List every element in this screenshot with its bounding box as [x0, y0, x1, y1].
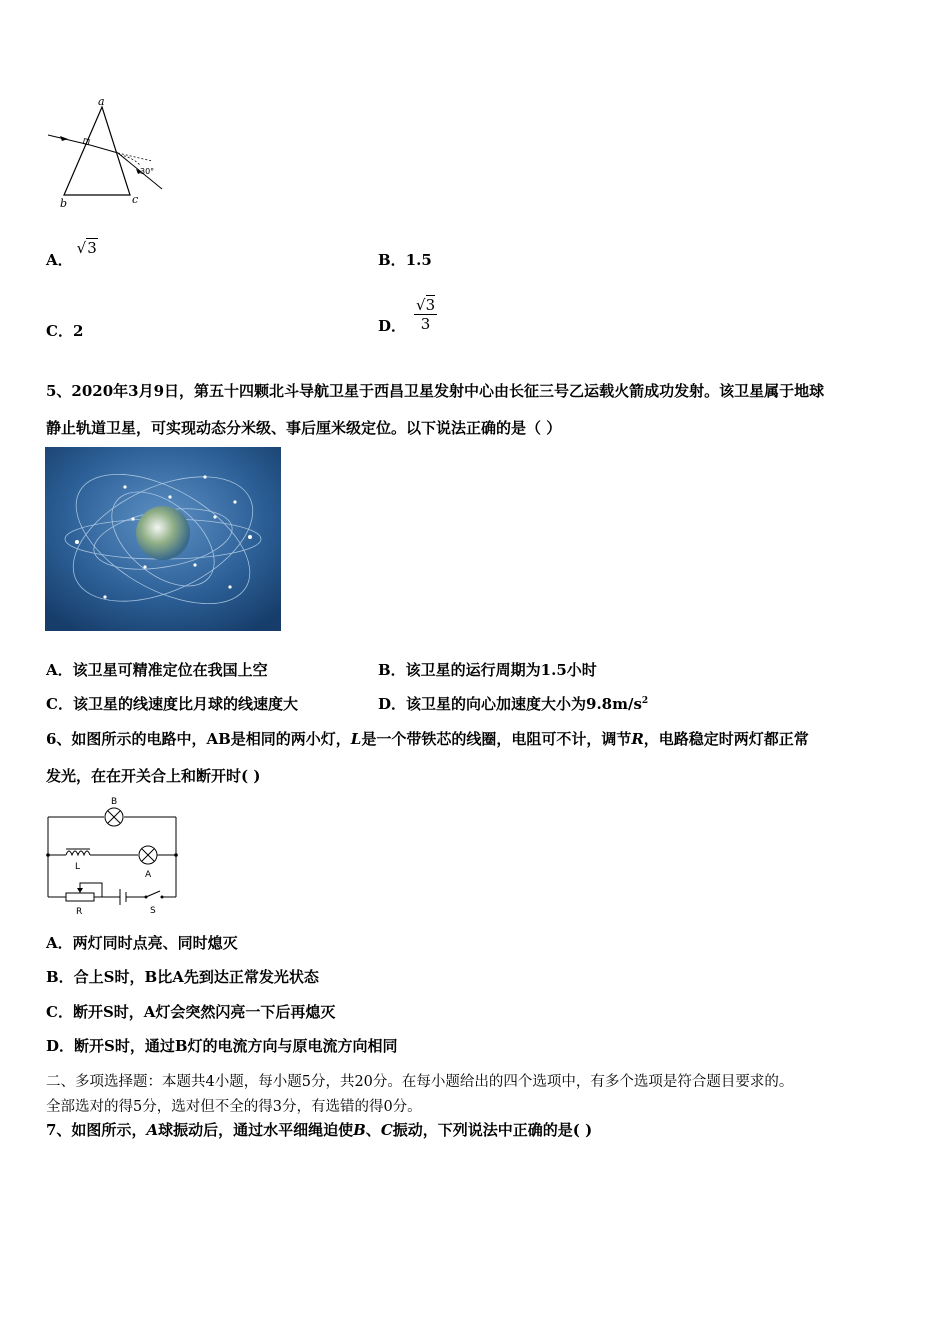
- q4-option-a-label: A．: [46, 251, 73, 269]
- q5-option-d[interactable]: [378, 693, 648, 714]
- prism-vertex-c: c: [132, 193, 139, 206]
- q4-option-d-label: D．: [378, 316, 407, 335]
- circuit-label-a: A: [145, 870, 152, 880]
- q4-option-a[interactable]: [46, 239, 97, 270]
- circuit-label-r: R: [76, 907, 83, 917]
- q4-option-b-label: B．: [378, 251, 406, 269]
- prism-vertex-b: b: [60, 197, 68, 210]
- circuit-label-l: L: [75, 862, 81, 872]
- q4-option-b-value: 1.5: [405, 251, 432, 269]
- q4-option-c-label: C．: [46, 322, 73, 340]
- q7-stem: 7、如图所示，A球振动后，通过水平细绳迫使B、C振动，下列说法中正确的是( ): [46, 1121, 593, 1139]
- q6-option-a[interactable]: A．两灯同时点亮、同时熄灭: [46, 934, 238, 952]
- circuit-label-s: S: [150, 906, 156, 916]
- q5-option-d-text: D．该卫星的向心加速度大小为9.8m/s: [378, 695, 642, 713]
- prism-angle-label: 30°: [140, 167, 155, 176]
- q6-stem-line1: 6、如图所示的电路中，AB是相同的两小灯，L是一个带铁芯的线圈，电阻可不计，调节R，电路稳定时两灯都正常: [46, 730, 809, 748]
- q4-option-c-value: 2: [72, 322, 84, 340]
- q4-option-a-sqrt: √3: [76, 239, 97, 257]
- q4-option-d-fraction: $\frac{√3}{3}$: [416, 296, 436, 333]
- q4-option-d[interactable]: [378, 296, 437, 333]
- q6-option-c[interactable]: C．断开S时，A灯会突然闪亮一下后再熄灭: [46, 1003, 336, 1021]
- prism-diagram: [40, 95, 170, 215]
- section2-instructions-line2: 全部选对的得5分，选对但不全的得3分，有选错的得0分。: [46, 1099, 422, 1115]
- q5-option-b[interactable]: B．该卫星的运行周期为1.5小时: [378, 661, 597, 679]
- section2-instructions-line1: 二、多项选择题：本题共4小题，每小题5分，共20分。在每小题给出的四个选项中，有多个选项是符合题目要求的。: [46, 1074, 794, 1090]
- q6-stem-line2: 发光，在在开关合上和断开时( ): [46, 767, 261, 785]
- satellite-orbit-image: [45, 447, 281, 631]
- q6-option-d[interactable]: D．断开S时，通过B灯的电流方向与原电流方向相同: [46, 1037, 398, 1055]
- q5-option-d-superscript: 2: [641, 696, 649, 706]
- prism-vertex-a: a: [98, 95, 105, 108]
- q4-option-b[interactable]: [378, 249, 432, 270]
- circuit-label-b: B: [111, 797, 118, 807]
- q6-option-b[interactable]: B．合上S时，B比A先到达正常发光状态: [46, 968, 319, 986]
- circuit-diagram: [42, 793, 182, 918]
- q5-stem-line1: 5、2020年3月9日，第五十四颗北斗导航卫星于西昌卫星发射中心由长征三号乙运载火箭成功发射。该卫星属于地球: [46, 382, 825, 400]
- q5-stem-line2: 静止轨道卫星，可实现动态分米级、事后厘米级定位。以下说法正确的是（ ）: [46, 419, 562, 437]
- q4-option-c[interactable]: [46, 320, 83, 341]
- q5-option-c[interactable]: C．该卫星的线速度比月球的线速度大: [46, 695, 298, 713]
- q5-option-a[interactable]: A．该卫星可精准定位在我国上空: [46, 661, 268, 679]
